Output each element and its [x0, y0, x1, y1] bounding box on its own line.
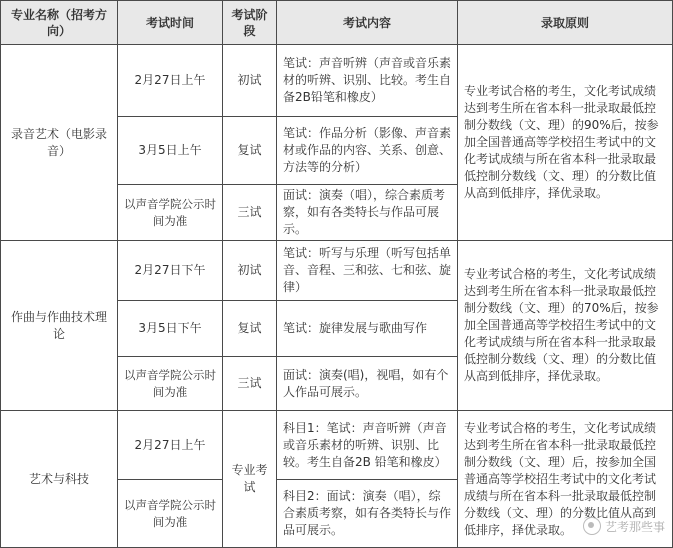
wechat-icon [583, 517, 601, 535]
stage-cell: 复试 [223, 117, 277, 185]
stage-cell: 三试 [223, 357, 277, 411]
header-stage: 考试阶段 [223, 1, 277, 45]
time-cell: 2月27日下午 [118, 241, 223, 301]
stage-cell: 三试 [223, 185, 277, 241]
content-cell: 科目2：面试：演奏（唱），综合素质考察，如有各类特长与作品可展示。 [277, 480, 458, 548]
time-cell: 2月27日上午 [118, 45, 223, 117]
watermark [583, 517, 665, 535]
principle-cell: 专业考试合格的考生，文化考试成绩达到考生所在省本科一批录取最低控制分数线（文、理）的70%后，按参加全国普通高等学校招生考试中的文化考试成绩与所在省本科一批录取最低控制分数线（文、理）的分数比值从高到低排序，择优录取。 [458, 241, 673, 411]
content-cell: 科目1：笔试：声音听辨（声音或音乐素材的听辨、识别、比较。考生自备2B 铅笔和橡皮） [277, 411, 458, 480]
table-row [1, 241, 673, 301]
major-cell: 艺术与科技 [1, 411, 118, 548]
stage-cell: 复试 [223, 301, 277, 357]
content-cell: 面试：演奏(唱)，视唱，如有个人作品可展示。 [277, 357, 458, 411]
table-row [1, 411, 673, 480]
content-cell: 笔试：作品分析（影像、声音素材或作品的内容、关系、创意、方法等的分析） [277, 117, 458, 185]
header-principle: 录取原则 [458, 1, 673, 45]
stage-cell: 专业考试 [223, 411, 277, 548]
header-major: 专业名称（招考方向） [1, 1, 118, 45]
header-time: 考试时间 [118, 1, 223, 45]
time-cell: 以声音学院公示时间为准 [118, 357, 223, 411]
time-cell: 3月5日上午 [118, 117, 223, 185]
principle-cell: 专业考试合格的考生，文化考试成绩达到考生所在省本科一批录取最低控制分数线（文、理）的90%后，按参加全国普通高等学校招生考试中的文化考试成绩与所在省本科一批录取最低控制分数线（文、理）的分数比值从高到低排序，择优录取。 [458, 45, 673, 241]
content-cell: 笔试：旋律发展与歌曲写作 [277, 301, 458, 357]
time-cell: 以声音学院公示时间为准 [118, 185, 223, 241]
stage-cell: 初试 [223, 45, 277, 117]
header-row [1, 1, 673, 45]
table-row [1, 45, 673, 117]
time-cell: 2月27日上午 [118, 411, 223, 480]
major-cell: 录音艺术（电影录音） [1, 45, 118, 241]
stage-cell: 初试 [223, 241, 277, 301]
content-cell: 笔试：声音听辨（声音或音乐素材的听辨、识别、比较。考生自备2B铅笔和橡皮） [277, 45, 458, 117]
major-cell: 作曲与作曲技术理论 [1, 241, 118, 411]
principle-cell: 专业考试合格的考生，文化考试成绩达到考生所在省本科一批录取最低控制分数线（文、理）后，按参加全国普通高等学校招生考试中的文化考试成绩与所在省本科一批录取最低控制分数线（文、理）的分数比值从高到低排序，择优录取。 [458, 411, 673, 548]
content-cell: 笔试：听写与乐理（听写包括单音、音程、三和弦、七和弦、旋律） [277, 241, 458, 301]
time-cell: 以声音学院公示时间为准 [118, 480, 223, 548]
time-cell: 3月5日下午 [118, 301, 223, 357]
watermark-text: 艺考那些事 [604, 519, 665, 534]
content-cell: 面试：演奏（唱），综合素质考察，如有各类特长与作品可展示。 [277, 185, 458, 241]
header-content: 考试内容 [277, 1, 458, 45]
